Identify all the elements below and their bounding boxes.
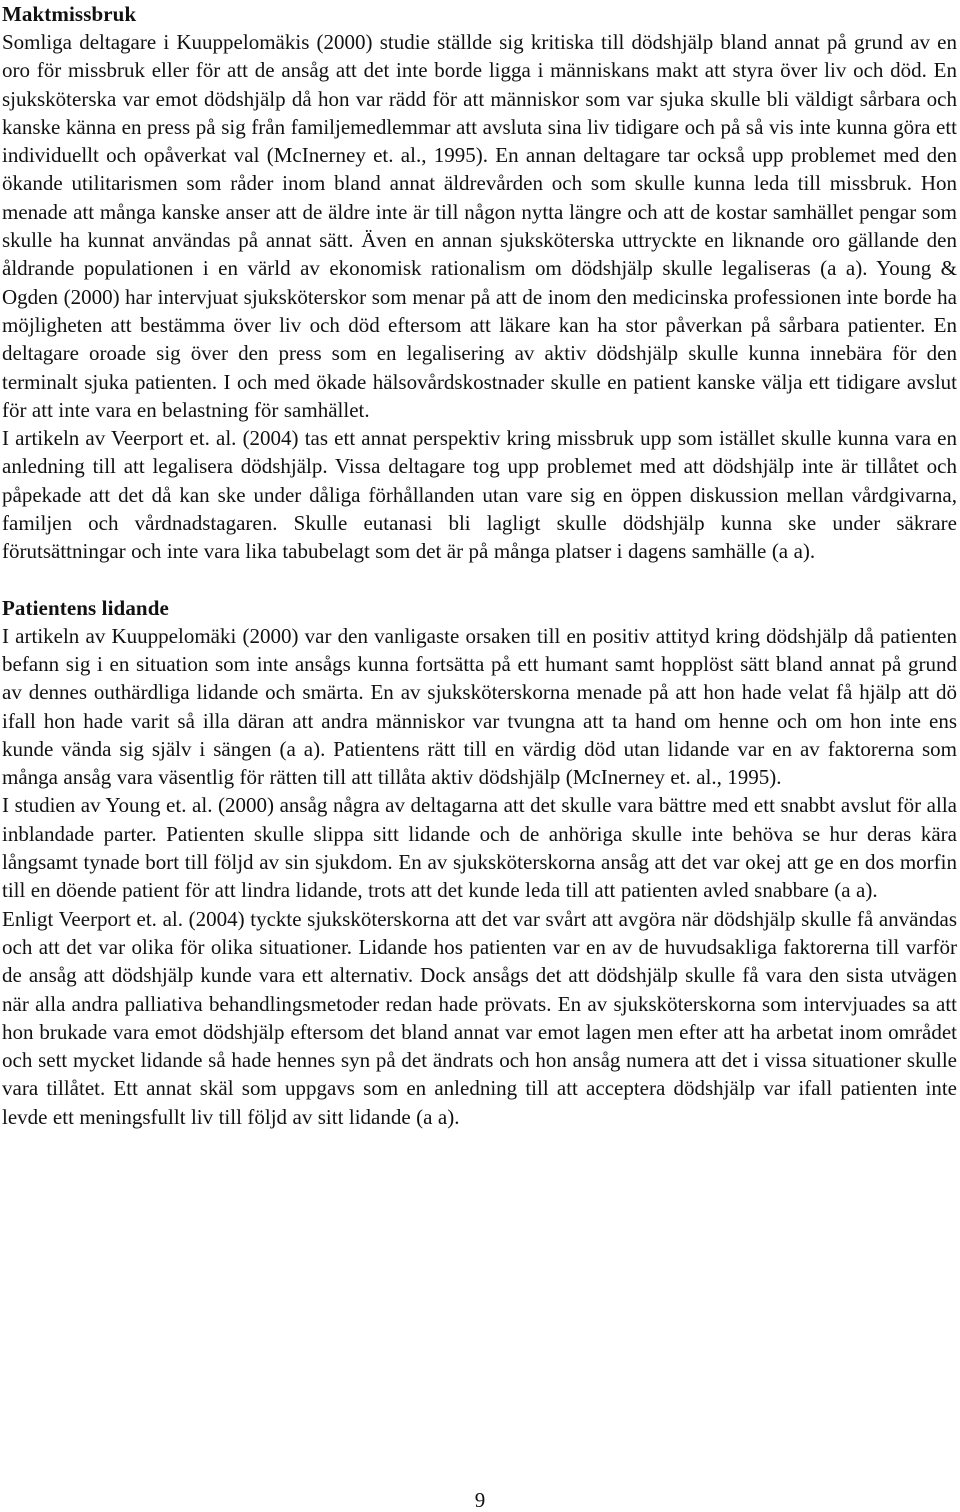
section-heading-maktmissbruk: Maktmissbruk [2, 2, 137, 26]
section-heading-patientens-lidande: Patientens lidande [2, 595, 169, 620]
paragraph: I studien av Young et. al. (2000) ansåg några av deltagarna att det skulle vara bättre med ett snabbt avslut för alla inblandade parter. Patienten skulle slippa sitt lidande och de anhöriga skulle inte behöva se hur deras kära långsamt tynade bort till följd av sin sjukdom. En av sjuksköterskorna ansåg att det var okej att ge en dos morfin till en döende patient för att lindra lidande, trots att det kunde leda till att patienten avled snabbare (a a). [2, 793, 957, 903]
paragraph: Somliga deltagare i Kuuppelomäkis (2000) studie ställde sig kritiska till dödshjälp bland annat på grund av en oro för missbruk eller för att de ansåg att det inte borde ligga i människans makt att styra över liv och död. En sjuksköterska var emot dödshjälp då hon var rädd för att människor som var sjuka skulle bli väldigt sårbara och kanske känna en press på sig från familjemedlemmar att avsluta sina liv tidigare och på så vis inte kunna göra ett individuellt och opåverkat val (McInerney et. al., 1995). En annan deltagare tar också upp problemet med den ökande utilitarismen som råder inom bland annat äldrevården och som skulle kunna leda till missbruk. Hon menade att många kanske anser att de äldre inte är till någon nytta längre och att de kostar samhället pengar som skulle ha kunnat användas på annat sätt. Även en annan sjuksköterska uttryckte en liknande oro gällande den åldrande populationen i en värld av ekonomisk rationalism om dödshjälp skulle legaliseras (a a). Young & Ogden (2000) har intervjuat sjuksköterskor som menar på att de inom den medicinska professionen inte borde ha möjligheten att bestämma över liv och död eftersom att läkare kan ha stor påverkan på sårbara patienter. En deltagare oroade sig över den press som en legalisering av aktiv dödshjälp skulle kunna innebära för den terminalt sjuka patienten. I och med ökade hälsovårdskostnader skulle en patient kanske välja ett tidigare avslut för att inte vara en belastning för samhället. [2, 30, 957, 422]
section-spacer [2, 566, 957, 594]
paragraph: I artikeln av Veerport et. al. (2004) tas ett annat perspektiv kring missbruk upp som istället skulle kunna vara en anledning till att legalisera dödshjälp. Vissa deltagare tog upp problemet med att dödshjälp inte är tillåtet och påpekade att det då kan ske under dåliga förhållanden utan vare sig en öppen diskussion mellan vårdgivarna, familjen och vårdnadstagaren. Skulle eutanasi bli lagligt skulle dödshjälp kunna ske under säkrare förutsättningar och inte vara lika tabubelagt som det är på många platser i dagens samhälle (a a). [2, 426, 957, 564]
page-number: 9 [474, 1488, 486, 1512]
paragraph: I artikeln av Kuuppelomäki (2000) var den vanligaste orsaken till en positiv attityd kring dödshjälp då patienten befann sig i en situation som inte ansågs kunna fortsätta på ett humant samt hopplöst sätt bland annat på grund av dennes outhärdliga lidande och smärta. En av sjuksköterskorna menade på att hon hade velat få hjälp att dö ifall hon hade varit så illa däran att andra människor var tvungna att ta hand om henne och om hon inte ens kunde vända sig själv i sängen (a a). Patientens rätt till en värdig död utan lidande var en av faktorerna som många ansåg vara väsentlig för rätten till att tillåta aktiv dödshjälp (McInerney et. al., 1995). [2, 623, 957, 790]
document-body [2, 0, 957, 1131]
paragraph: Enligt Veerport et. al. (2004) tyckte sjuksköterskorna att det var svårt att avgöra när dödshjälp skulle få användas och att det var olika för olika situationer. Lidande hos patienten var en av de huvudsakliga faktorerna till varför de ansåg att dödshjälp kunde vara ett alternativ. Dock ansågs det att dödshjälp skulle få vara den sista utvägen när alla andra palliativa behandlingsmetoder redan hade prövats. En av sjuksköterskorna som intervjuades sa att hon brukade vara emot dödshjälp eftersom det bland annat var emot lagen men efter att ha arbetat inom området och sett mycket lidande så hade hennes syn på det ändrats och hon ansåg numera att det i vissa situationer skulle vara tillåtet. Ett annat skäl som uppgavs som en anledning till att acceptera dödshjälp var ifall patienten inte levde ett meningsfullt liv till följd av sitt lidande (a a). [2, 906, 957, 1129]
